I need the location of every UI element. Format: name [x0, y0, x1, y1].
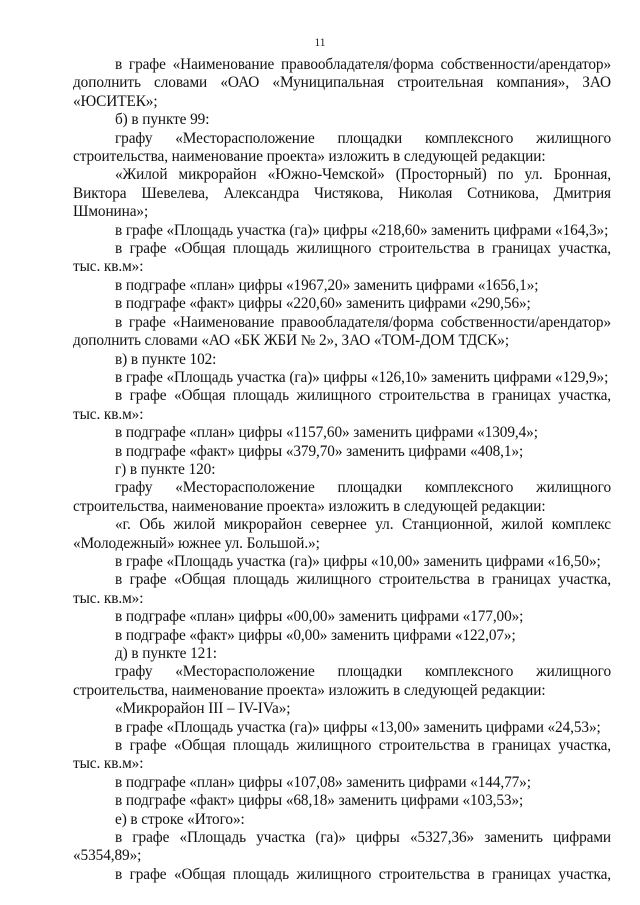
- paragraph: в подграфе «факт» цифры «68,18» заменить цифрами «103,53»;: [115, 792, 524, 810]
- document-body: [73, 56, 611, 884]
- paragraph: «Жилой микрорайон «Южно-Чемской» (Просторный) по ул. Бронная, Виктора Шевелева, Александра Чистякова, Николая Сотникова, Дмитрия Шмонина»;: [73, 166, 611, 221]
- paragraph: г) в пункте 120:: [115, 460, 216, 478]
- paragraph: в графе «Общая площадь жилищного строительства в границах участка, тыс. кв.м»:: [73, 240, 611, 276]
- paragraph: графу «Месторасположение площадки комплексного жилищного строительства, наименование проекта» изложить в следующей редакции:: [73, 479, 611, 515]
- paragraph: «г. Обь жилой микрорайон севернее ул. Станционной, жилой комплекс «Молодежный» южнее ул. Большой.»;: [73, 516, 611, 552]
- paragraph: в подграфе «план» цифры «00,00» заменить цифрами «177,00»;: [115, 608, 524, 626]
- paragraph: в подграфе «факт» цифры «0,00» заменить цифрами «122,07»;: [115, 626, 516, 644]
- paragraph: б) в пункте 99:: [115, 111, 210, 129]
- paragraph: в графе «Наименование правообладателя/форма собственности/арендатор» дополнить словами «ОАО «Муниципальная строительная компания», ЗАО «ЮСИТЕК»;: [73, 56, 611, 110]
- paragraph: в графе «Общая площадь жилищного строительства в границах участка,: [115, 865, 611, 883]
- paragraph: графу «Месторасположение площадки комплексного жилищного строительства, наименование проекта» изложить в следующей редакции:: [73, 129, 611, 166]
- paragraph: д) в пункте 121:: [115, 645, 217, 662]
- paragraph: в подграфе «план» цифры «1967,20» заменить цифрами «1656,1»;: [115, 276, 539, 294]
- paragraph: в подграфе «факт» цифры «379,70» заменить цифрами «408,1»;: [115, 442, 524, 460]
- paragraph: в подграфе «план» цифры «107,08» заменить цифрами «144,77»;: [115, 773, 531, 791]
- paragraph: в подграфе «план» цифры «1157,60» заменить цифрами «1309,4»;: [115, 424, 538, 442]
- paragraph: в графе «Наименование правообладателя/форма собственности/арендатор» дополнить словами «АО «БК ЖБИ № 2», ЗАО «ТОМ-ДОМ ТДСК»;: [73, 313, 611, 350]
- paragraph: в графе «Общая площадь жилищного строительства в границах участка, тыс. кв.м»:: [73, 571, 611, 607]
- paragraph: в подграфе «факт» цифры «220,60» заменить цифрами «290,56»;: [115, 295, 531, 313]
- paragraph: в графе «Площадь участка (га)» цифры «13,00» заменить цифрами «24,53»;: [115, 718, 601, 736]
- paragraph: е) в строке «Итого»:: [115, 810, 245, 828]
- paragraph: в) в пункте 102:: [115, 350, 217, 368]
- paragraph: в графе «Площадь участка (га)» цифры «126,10» заменить цифрами «129,9»;: [115, 368, 609, 386]
- paragraph: в графе «Площадь участка (га)» цифры «5327,36» заменить цифрами «5354,89»;: [73, 829, 611, 865]
- paragraph: в графе «Площадь участка (га)» цифры «218,60» заменить цифрами «164,3»;: [115, 221, 609, 239]
- paragraph: «Микрорайон III – IV-IVa»;: [115, 700, 291, 718]
- paragraph: графу «Месторасположение площадки комплексного жилищного строительства, наименование проекта» изложить в следующей редакции:: [73, 663, 611, 699]
- page-number: 11: [314, 37, 326, 49]
- paragraph: в графе «Общая площадь жилищного строительства в границах участка, тыс. кв.м»:: [73, 737, 611, 773]
- paragraph: в графе «Площадь участка (га)» цифры «10,00» заменить цифрами «16,50»;: [115, 552, 601, 570]
- paragraph: в графе «Общая площадь жилищного строительства в границах участка, тыс. кв.м»:: [73, 387, 611, 423]
